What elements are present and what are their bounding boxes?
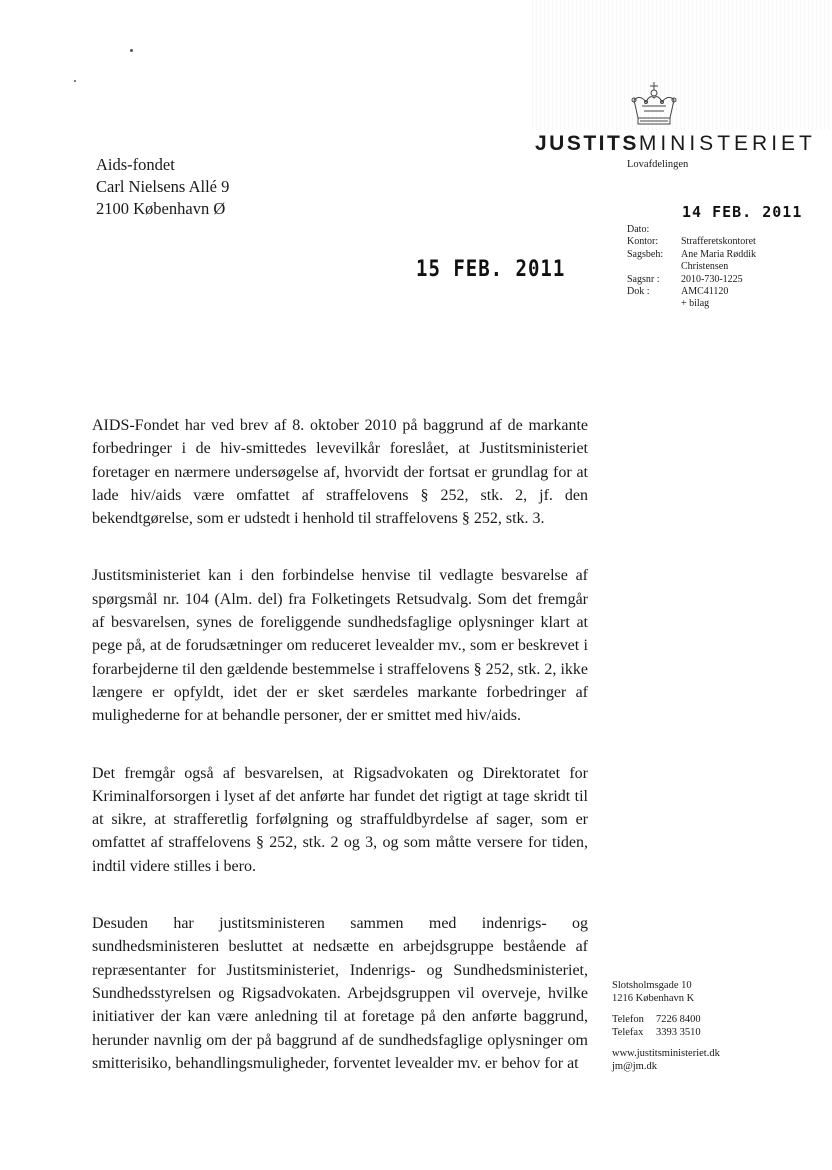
meta-row bbox=[627, 261, 756, 273]
meta-row bbox=[627, 224, 756, 236]
meta-row bbox=[627, 236, 756, 248]
meta-value: + bilag bbox=[681, 298, 710, 310]
meta-value bbox=[681, 224, 756, 236]
meta-label: Dato: bbox=[627, 224, 650, 235]
footer-phone-row bbox=[612, 1014, 720, 1027]
sent-date-stamp: 15 FEB. 2011 bbox=[416, 256, 566, 282]
meta-row bbox=[627, 286, 756, 298]
case-metadata bbox=[627, 224, 756, 311]
body-paragraph: AIDS-Fondet har ved brev af 8. oktober 2010 på baggrund af de markante forbedringer i de hiv-smittedes levevilkår foreslået, at Justitsministeriet foretager en nærmere undersøgelse af, hvorvidt der fortsat er grundlag for at lade hiv/aids være omfattet af straffelovens § 252, stk. 2, jf. den bekendtgørelse, som er udstedt i henhold til straffelovens § 252, stk. 3. bbox=[92, 417, 588, 528]
meta-label bbox=[627, 261, 681, 273]
footer-phone-label: Telefon bbox=[612, 1014, 644, 1026]
footer-fax: 3393 3510 bbox=[656, 1026, 701, 1038]
ministry-name-part2: MINISTERIET bbox=[638, 132, 816, 155]
recipient-line: Carl Nielsens Allé 9 bbox=[96, 177, 230, 196]
department: Lovafdelingen bbox=[627, 159, 689, 170]
scan-speck bbox=[74, 80, 76, 82]
meta-row bbox=[627, 298, 756, 310]
recipient-line: Aids-fondet bbox=[96, 155, 175, 174]
footer-email: jm@jm.dk bbox=[612, 1060, 657, 1072]
body-paragraph: Det fremgår også af besvarelsen, at Rigsadvokaten og Direktoratet for Kriminalforsorgen i lyset af det anførte har fundet det rigtigt at tage skridt til at sikre, at strafferetlig forfølgning og straffuldbyrdelse af sager, som er omfattet af straffelovens § 252, stk. 2 og 3, og som måtte versere for tiden, indtil videre stilles i bero. bbox=[92, 764, 588, 875]
footer-street: Slotsholmsgade 10 bbox=[612, 980, 692, 991]
meta-row bbox=[627, 249, 756, 261]
recipient-line: 2100 København Ø bbox=[96, 199, 226, 218]
recipient-address bbox=[96, 154, 229, 220]
crown-logo bbox=[626, 80, 682, 132]
footer-fax-label: Telefax bbox=[612, 1026, 644, 1038]
meta-label: Kontor: bbox=[627, 236, 659, 248]
meta-label bbox=[627, 298, 681, 310]
ministry-name-part1: JUSTITS bbox=[535, 132, 639, 155]
meta-row bbox=[627, 274, 756, 286]
meta-label: Sagsnr : bbox=[627, 273, 660, 285]
meta-value: Christensen bbox=[681, 261, 729, 273]
letter-body bbox=[92, 414, 588, 1109]
meta-value: 2010-730-1225 bbox=[681, 273, 743, 285]
meta-label: Dok : bbox=[627, 286, 650, 298]
scan-speck bbox=[130, 49, 133, 52]
footer-city: 1216 København K bbox=[612, 992, 695, 1004]
footer-fax-row bbox=[612, 1027, 720, 1040]
footer-phone: 7226 8400 bbox=[656, 1014, 701, 1026]
meta-value: Ane Maria Røddik bbox=[681, 248, 756, 260]
ministry-name bbox=[535, 132, 816, 156]
ministry-contact-footer bbox=[612, 980, 720, 1074]
footer-web: www.justitsministeriet.dk bbox=[612, 1048, 720, 1060]
scan-noise bbox=[532, 0, 832, 130]
received-date-stamp: 14 FEB. 2011 bbox=[682, 203, 803, 221]
body-paragraph: Justitsministeriet kan i den forbindelse henvise til vedlagte besvarelse af spørgsmål nr. 104 (Alm. del) fra Folketingets Retsudvalg. Som det fremgår af besvarelsen, synes de foreliggende sundhedsfaglige oplysninger klart at pege på, at de forudsætninger om reduceret levealder mv., som er beskrevet i forarbejderne til den gældende bestemmelse i straffelovens § 252, stk. 2, ikke længere er opfyldt, idet der er sket særdeles markante forbedringer af mulighederne for at behandle personer, der er smittet med hiv/aids. bbox=[92, 567, 588, 725]
meta-value: Strafferetskontoret bbox=[681, 236, 756, 248]
meta-value: AMC41120 bbox=[681, 286, 729, 298]
meta-label: Sagsbeh: bbox=[627, 248, 664, 260]
body-paragraph: Desuden har justitsministeren sammen med indenrigs- og sundhedsministeren besluttet at nedsætte en arbejdsgruppe bestående af repræsentanter for Justitsministeriet, Indenrigs- og Sundhedsministeriet, Sundhedsstyrelsen og Rigsadvokaten. Arbejdsgruppen vil overveje, hvilke initiativer der kan være anledning til at foretage på den anførte baggrund, herunder navnlig om der på baggrund af de sundhedsfaglige oplysninger om smitterisiko, behandlingsmuligheder, forventet levealder mv. er behov for at bbox=[92, 915, 588, 1072]
